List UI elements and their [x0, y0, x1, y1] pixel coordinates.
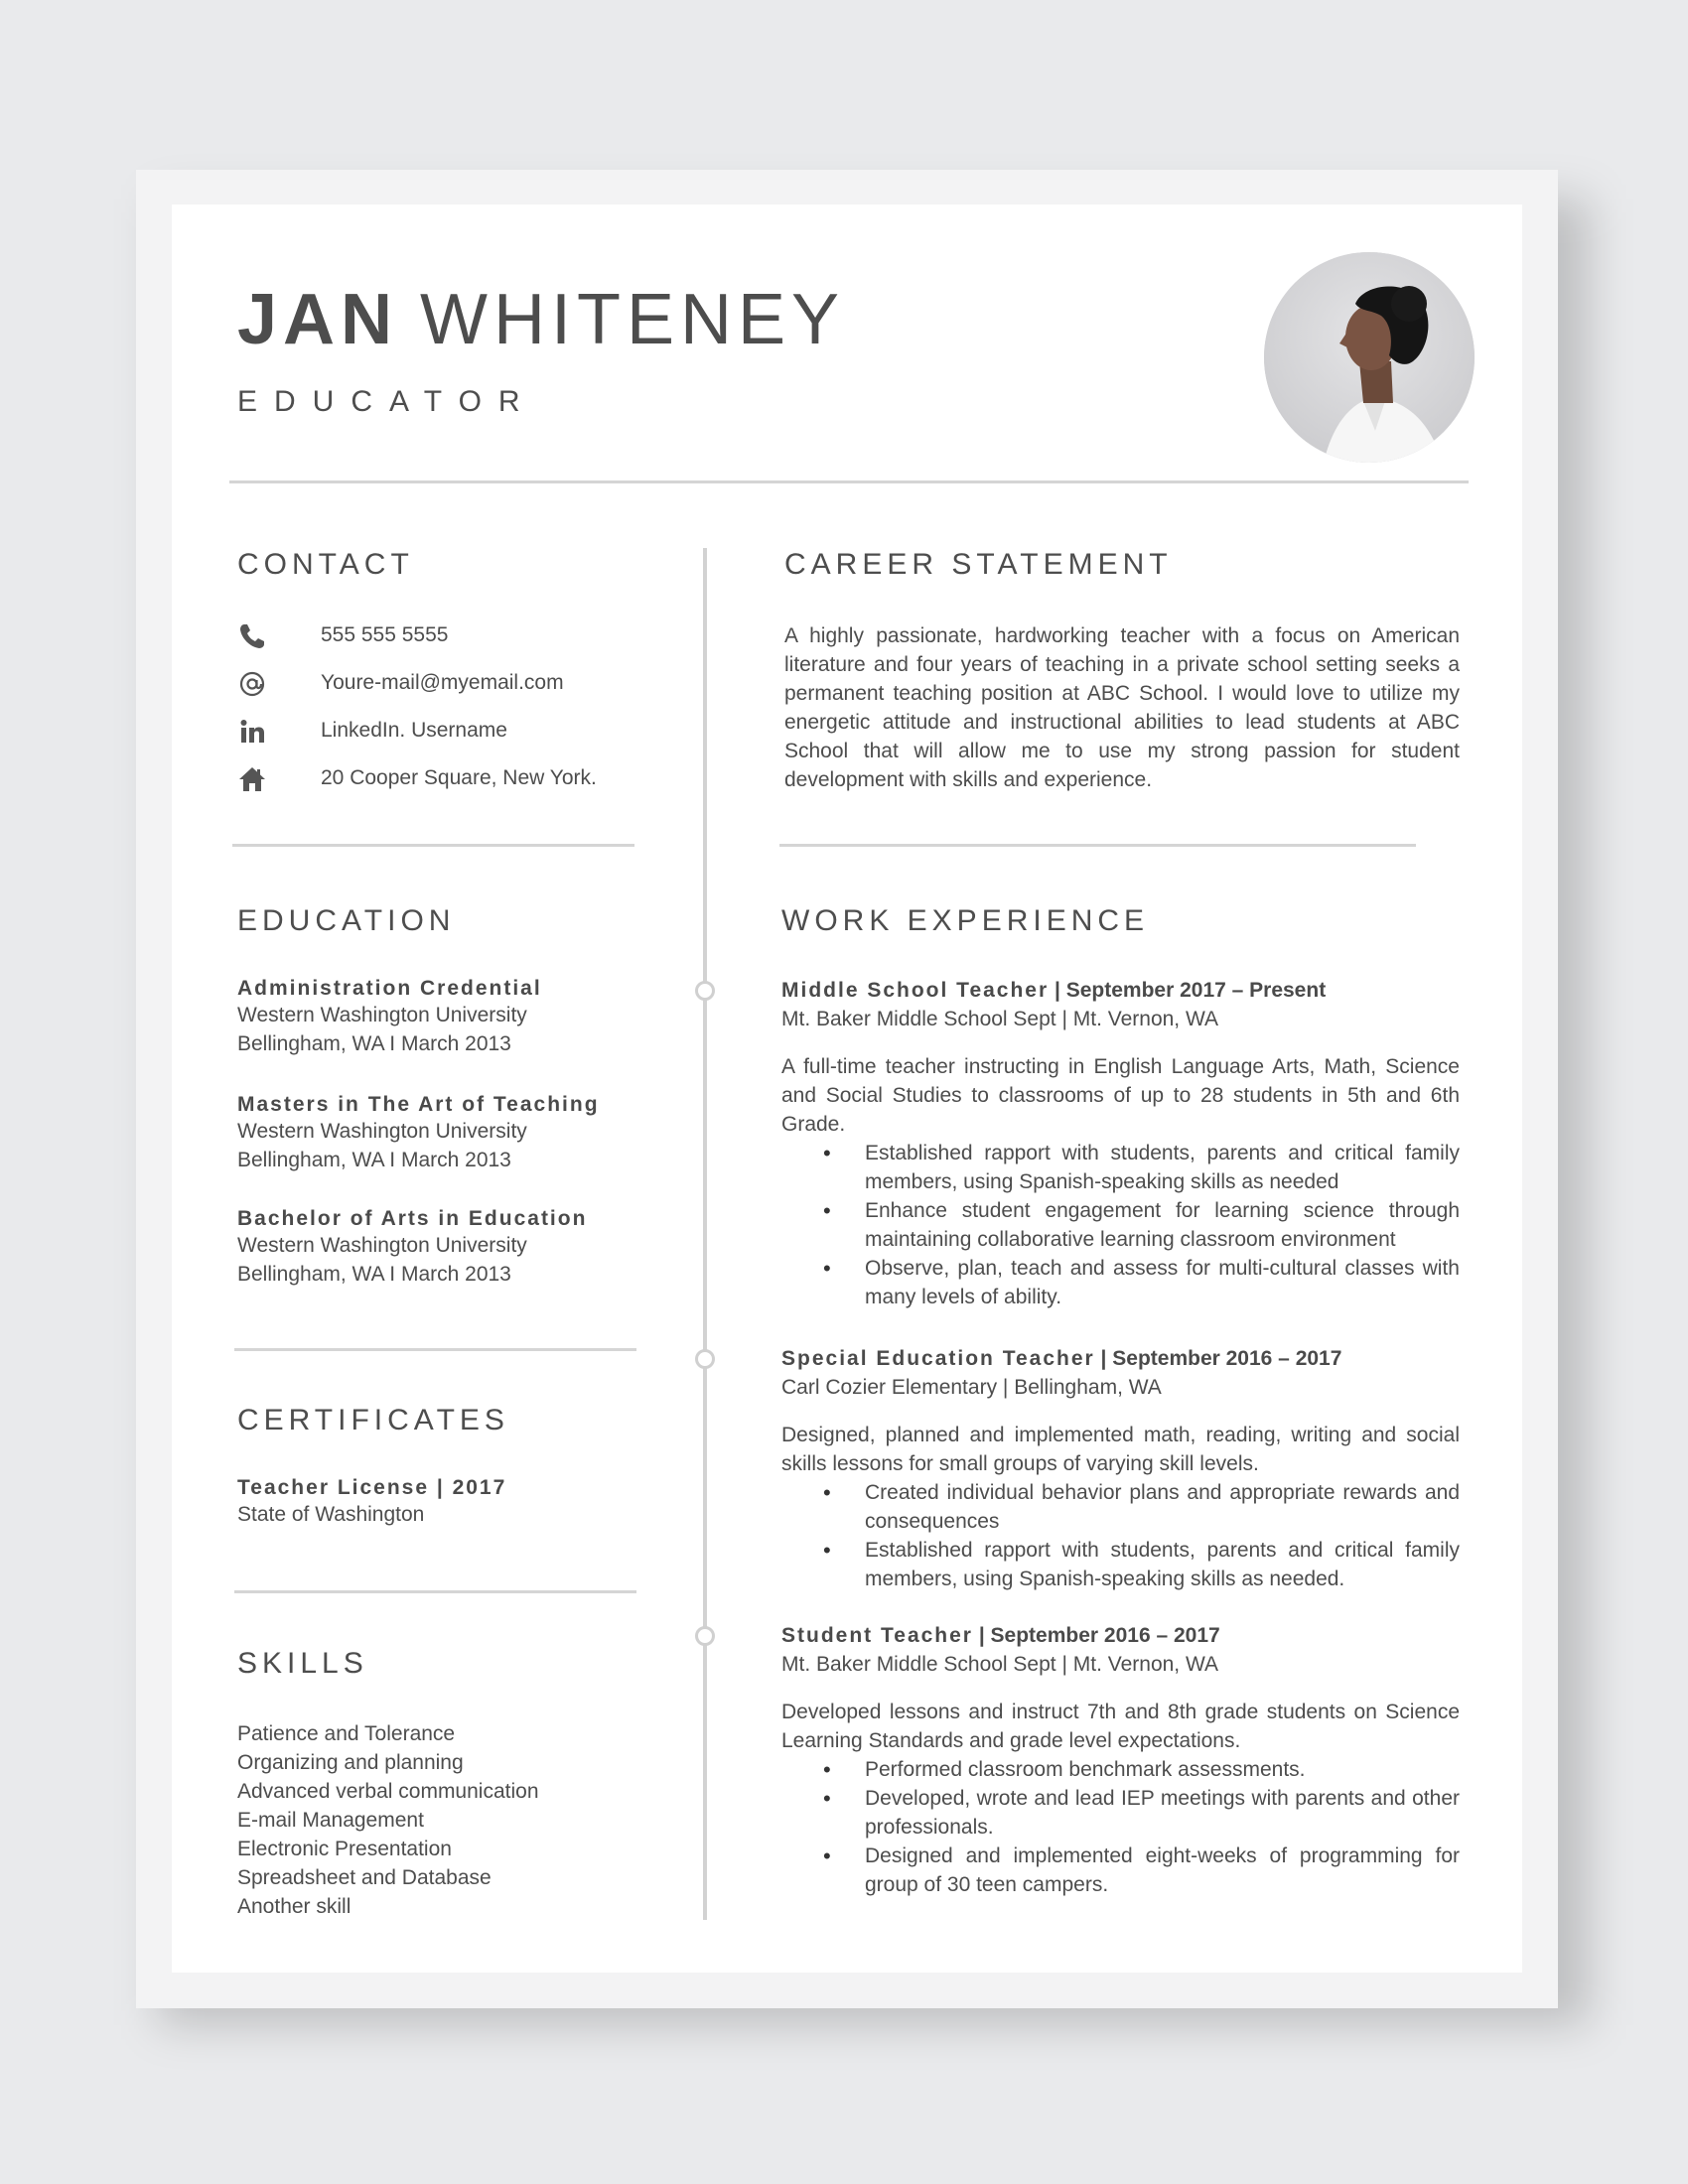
- degree-title: Administration Credential: [237, 977, 542, 1000]
- education-entry: [237, 1207, 587, 1289]
- job-bullet: • Observe, plan, teach and assess for multi-cultural classes with many levels of ability.: [865, 1254, 1460, 1311]
- job-bullet: • Developed, wrote and lead IEP meetings with parents and other professionals.: [865, 1784, 1460, 1842]
- resume-page: [172, 205, 1522, 1973]
- skill-item: Electronic Presentation: [237, 1838, 452, 1860]
- skill-item: E-mail Management: [237, 1809, 424, 1832]
- contact-phone: [237, 619, 674, 653]
- profile-photo: [1264, 252, 1475, 463]
- skills-heading: SKILLS: [237, 1647, 368, 1680]
- job-role: Special Education Teacher: [781, 1347, 1095, 1370]
- email-text: Youre-mail@myemail.com: [321, 671, 564, 694]
- timeline-line: [703, 548, 707, 1920]
- address-text: 20 Cooper Square, New York.: [321, 766, 597, 789]
- job-role: Middle School Teacher: [781, 979, 1050, 1002]
- linkedin-icon: [237, 717, 267, 747]
- job-dates: | September 2017 – Present: [1055, 979, 1327, 1002]
- job-bullet: • Enhance student engagement for learning science through maintaining collaborative learning classroom environment: [865, 1196, 1460, 1254]
- contact-heading: CONTACT: [237, 548, 414, 581]
- job-summary: Developed lessons and instruct 7th and 8th grade students on Science Learning Standards and grade level expectations.: [781, 1701, 1460, 1752]
- skill-item: Organizing and planning: [237, 1751, 464, 1774]
- phone-icon: [237, 621, 267, 651]
- school-place-date: Bellingham, WA I March 2013: [237, 1032, 511, 1055]
- certificate-issuer: State of Washington: [237, 1503, 425, 1526]
- degree-title: Masters in The Art of Teaching: [237, 1093, 600, 1116]
- degree-title: Bachelor of Arts in Education: [237, 1207, 588, 1230]
- job-title-line: [781, 1621, 1460, 1650]
- last-name: WHITENEY: [420, 280, 846, 359]
- contact-email: [237, 667, 674, 701]
- certificates-divider: [234, 1590, 636, 1593]
- candidate-name: [237, 280, 846, 359]
- education-entry: [237, 1093, 600, 1174]
- job-organization: Mt. Baker Middle School Sept | Mt. Vernon, WA: [781, 1008, 1219, 1030]
- job-bullet: • Established rapport with students, parents and critical family members, using Spanish-speaking skills as needed: [865, 1139, 1460, 1196]
- job-bullet: • Established rapport with students, parents and critical family members, using Spanish-speaking skills as needed.: [865, 1536, 1460, 1593]
- phone-text: 555 555 5555: [321, 623, 449, 646]
- linkedin-text: LinkedIn. Username: [321, 719, 507, 742]
- contact-divider: [232, 844, 634, 847]
- job-title: EDUCATOR: [237, 385, 537, 418]
- job-dates: | September 2016 – 2017: [978, 1624, 1220, 1647]
- school-name: Western Washington University: [237, 1234, 527, 1257]
- career-statement: [784, 621, 1460, 794]
- skill-item: Patience and Tolerance: [237, 1722, 456, 1745]
- contact-address: [237, 762, 674, 796]
- job-bullet: • Performed classroom benchmark assessments.: [865, 1755, 1460, 1784]
- career-text: A highly passionate, hardworking teacher with a focus on American literature and four years of teaching in a private school setting seeks a permanent teaching position at ABC School. I would love to utilize my energetic attitude and instructional abilities to lead students at ABC School that will allow me to use my strong passion for student development with skills and experience.: [784, 624, 1460, 791]
- at-sign-icon: [237, 669, 267, 699]
- job-role: Student Teacher: [781, 1624, 973, 1647]
- school-place-date: Bellingham, WA I March 2013: [237, 1263, 511, 1286]
- career-heading: CAREER STATEMENT: [784, 548, 1173, 581]
- first-name: JAN: [237, 280, 399, 359]
- job-bullets: [865, 1478, 1460, 1593]
- skills-list: [237, 1719, 539, 1921]
- job-summary: Designed, planned and implemented math, reading, writing and social skills lessons for small groups of varying skill levels.: [781, 1424, 1460, 1475]
- school-place-date: Bellingham, WA I March 2013: [237, 1149, 511, 1171]
- header-divider: [229, 480, 1469, 483]
- home-icon: [237, 764, 267, 794]
- job-organization: Carl Cozier Elementary | Bellingham, WA: [781, 1376, 1162, 1399]
- education-heading: EDUCATION: [237, 904, 456, 937]
- skill-item: Advanced verbal communication: [237, 1780, 539, 1803]
- school-name: Western Washington University: [237, 1004, 527, 1026]
- job-dates: | September 2016 – 2017: [1100, 1347, 1342, 1370]
- certificate-name: Teacher License | 2017: [237, 1476, 507, 1499]
- skill-item: Spreadsheet and Database: [237, 1866, 492, 1889]
- job-summary: A full-time teacher instructing in English Language Arts, Math, Science and Social Studies to classrooms of up to 28 students in 5th and 6th Grade.: [781, 1055, 1460, 1136]
- timeline-node: [695, 981, 715, 1001]
- job-bullets: [865, 1139, 1460, 1311]
- timeline-node: [695, 1626, 715, 1646]
- certificates-heading: CERTIFICATES: [237, 1404, 509, 1436]
- school-name: Western Washington University: [237, 1120, 527, 1143]
- work-heading: WORK EXPERIENCE: [781, 904, 1150, 937]
- timeline-node: [695, 1349, 715, 1369]
- job-title-line: [781, 1344, 1460, 1373]
- job-entry: [781, 976, 1460, 1311]
- skill-item: Another skill: [237, 1895, 352, 1918]
- job-organization: Mt. Baker Middle School Sept | Mt. Vernon, WA: [781, 1653, 1219, 1676]
- contact-linkedin: [237, 715, 674, 749]
- job-entry: [781, 1621, 1460, 1899]
- career-divider: [779, 844, 1416, 847]
- certificate-entry: [237, 1476, 506, 1529]
- education-entry: [237, 977, 542, 1058]
- job-entry: [781, 1344, 1460, 1593]
- education-divider: [234, 1348, 636, 1351]
- job-bullet: • Designed and implemented eight-weeks of programming for group of 30 teen campers.: [865, 1842, 1460, 1899]
- job-bullet: • Created individual behavior plans and appropriate rewards and consequences: [865, 1478, 1460, 1536]
- profile-portrait-icon: [1264, 252, 1475, 463]
- job-title-line: [781, 976, 1460, 1005]
- job-bullets: [865, 1755, 1460, 1899]
